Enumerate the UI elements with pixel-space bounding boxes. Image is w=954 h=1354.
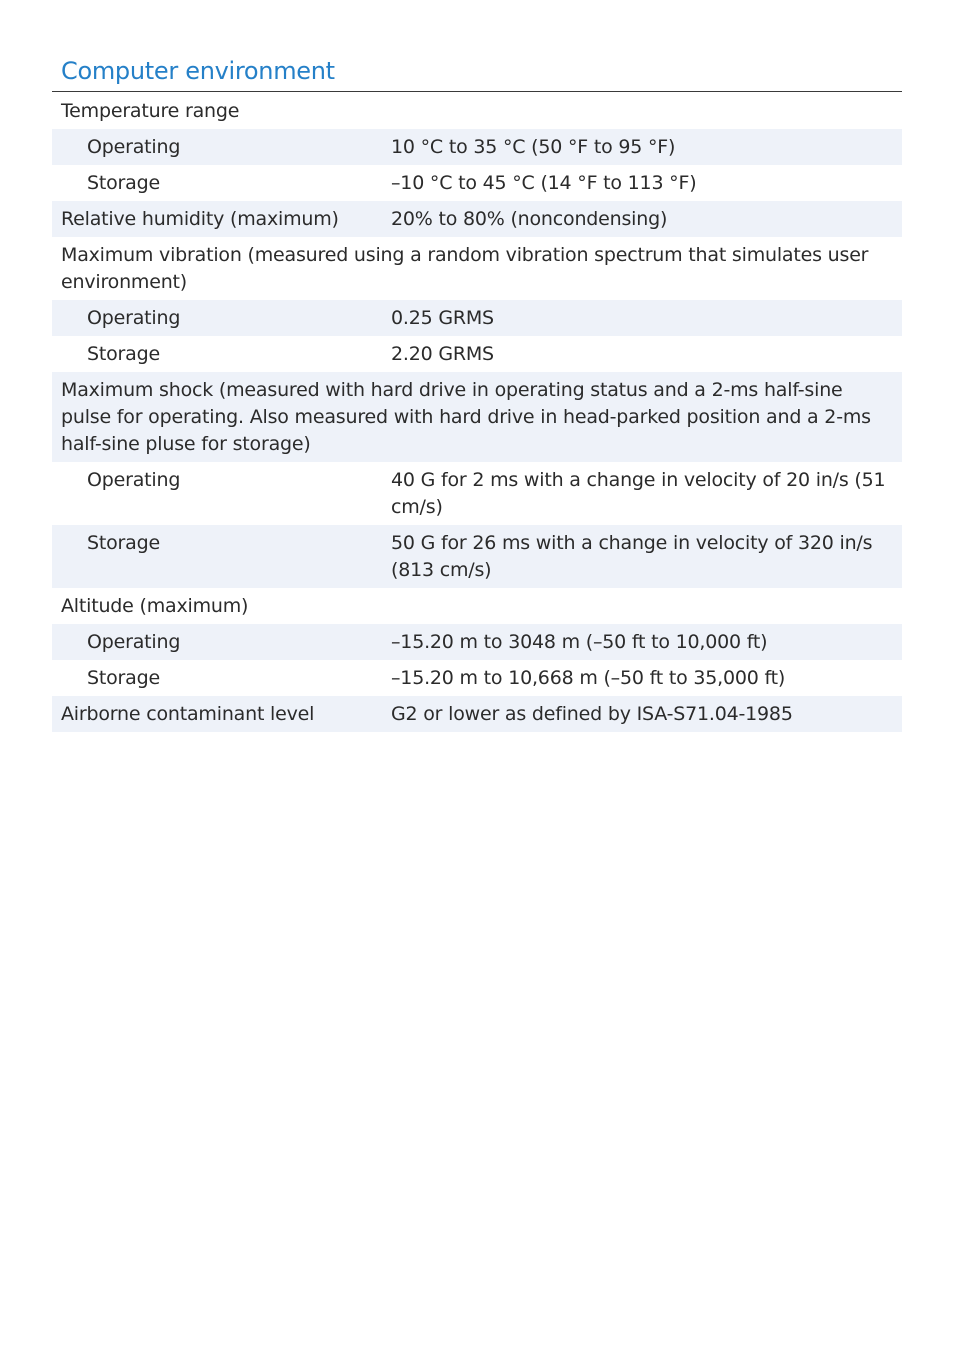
spec-row-altitude-operating [52,624,902,660]
row-value: –10 °C to 45 °C (14 °F to 113 °F) [391,172,697,194]
row-label: Storage [52,525,382,588]
row-value: 2.20 GRMS [391,343,494,365]
row-heading: Maximum vibration (measured using a random vibration spectrum that simulates user environment) [61,244,869,293]
specification-section [52,56,902,732]
spec-row-temperature-storage [52,165,902,201]
environment-spec-table [52,93,902,732]
row-value: –15.20 m to 3048 m (–50 ft to 10,000 ft) [382,624,902,660]
row-value: 0.25 GRMS [382,300,902,336]
spec-row-airborne-contaminant [52,696,902,732]
row-label: Storage [87,172,160,194]
row-value: 50 G for 26 ms with a change in velocity of 320 in/s (813 cm/s) [382,525,902,588]
row-value: G2 or lower as defined by ISA-S71.04-1985 [382,696,902,732]
row-value: 40 G for 2 ms with a change in velocity of 20 in/s (51 cm/s) [391,469,886,518]
spec-row-vibration-operating [52,300,902,336]
spec-row-relative-humidity [52,201,902,237]
row-heading: Altitude (maximum) [61,595,249,617]
row-label: Operating [52,624,382,660]
row-heading: Maximum shock (measured with hard drive in operating status and a 2-ms half-sine pulse for operating. Also measured with hard drive in head-parked position and a 2-ms half-sine pluse for storage) [52,372,902,462]
spec-row-maximum-vibration [52,237,902,300]
spec-row-altitude [52,588,902,624]
row-value: 20% to 80% (noncondensing) [382,201,902,237]
row-value: –15.20 m to 10,668 m (–50 ft to 35,000 ft) [391,667,786,689]
row-label: Storage [87,667,160,689]
row-label: Operating [87,469,181,491]
row-label: Storage [87,343,160,365]
spec-row-shock-operating [52,462,902,525]
spec-row-vibration-storage [52,336,902,372]
row-label: Airborne contaminant level [52,696,382,732]
spec-row-shock-storage [52,525,902,588]
spec-row-maximum-shock [52,372,902,462]
row-label: Operating [52,129,382,165]
row-label: Operating [52,300,382,336]
row-label: Relative humidity (maximum) [52,201,382,237]
spec-row-altitude-storage [52,660,902,696]
spec-row-temperature-range [52,93,902,129]
section-title: Computer environment [52,56,902,92]
row-value: 10 °C to 35 °C (50 °F to 95 °F) [382,129,902,165]
spec-row-temperature-operating [52,129,902,165]
row-heading: Temperature range [61,100,240,122]
